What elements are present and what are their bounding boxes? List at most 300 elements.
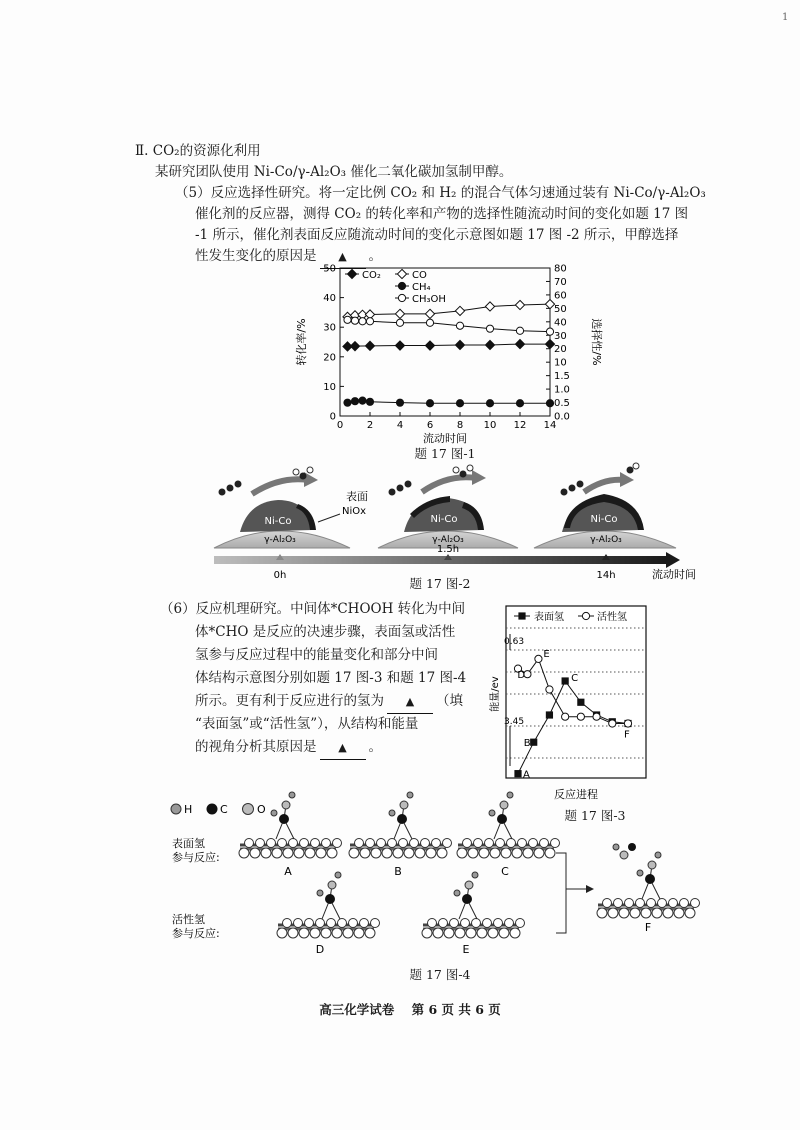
data-point <box>455 340 464 349</box>
section-title: Ⅱ. CO₂的资源化利用 <box>135 143 261 159</box>
legend-label: 活性氢 <box>597 612 627 623</box>
q5-end: 。 <box>368 248 382 264</box>
q6-line-5 <box>195 690 463 714</box>
data-point <box>514 770 521 777</box>
surface-atom <box>472 919 481 928</box>
surface-atom <box>534 848 544 858</box>
structure-label-c: C <box>501 865 509 878</box>
surface-atom <box>316 919 325 928</box>
nio-x-label: NiOx <box>342 506 367 517</box>
oxygen-atom <box>328 881 336 889</box>
surface-atom <box>245 839 254 848</box>
row1-label-line2: 参与反应: <box>172 851 220 864</box>
legend-label: CH₃OH <box>412 294 446 305</box>
point-label: A <box>523 769 530 781</box>
y-right-tick-label: 0.5 <box>554 398 570 410</box>
q6-line-4: 体结构示意图分别如题 17 图-3 和题 17 图-4 <box>195 670 467 686</box>
legend-label: 表面氢 <box>534 612 564 623</box>
point-label: F <box>624 729 630 741</box>
surface-atom <box>299 928 309 938</box>
surface-atom <box>432 839 441 848</box>
surface-atom <box>256 839 265 848</box>
co2-molecule-icon <box>219 481 242 496</box>
surface-atom <box>289 839 298 848</box>
catalyst-label: Ni-Co <box>430 514 458 525</box>
surface-atom <box>343 928 353 938</box>
surface-atom <box>652 908 662 918</box>
page-footer: 高三化学试卷 第 6 页 共 6 页 <box>319 1002 501 1017</box>
surface-atom <box>545 848 555 858</box>
y-right-axis-label: 选择性/% <box>590 318 603 366</box>
surface-atom <box>321 928 331 938</box>
y-right-tick-label: 50 <box>554 303 567 315</box>
surface-atom <box>443 839 452 848</box>
q6-line-2: 体*CHO 是反应的决速步骤，表面氢或活性 <box>195 624 456 640</box>
y-right-tick-label: 1.0 <box>554 384 570 396</box>
surface-atom <box>333 839 342 848</box>
y-left-tick-label: 20 <box>323 352 336 364</box>
data-point <box>344 316 351 323</box>
surface-atom <box>499 928 509 938</box>
q6-line-7-text: 的视角分析其原因是 <box>195 739 317 755</box>
carbon-atom <box>645 874 655 884</box>
surface-atom <box>327 919 336 928</box>
q6-line-6: “表面氢”或“活性氢”），从结构和能量 <box>195 716 419 732</box>
surface-atom <box>415 848 425 858</box>
time-axis-arrowhead <box>666 552 680 568</box>
legend-marker <box>398 282 405 289</box>
surface-atom <box>641 908 651 918</box>
legend-c: C <box>220 803 228 816</box>
legend-marker <box>398 294 405 301</box>
x-tick-label: 10 <box>483 420 497 431</box>
figure-17-3-caption: 题 17 图-3 <box>564 808 626 823</box>
data-point <box>425 309 434 318</box>
surface-atom <box>283 848 293 858</box>
data-point <box>359 318 366 325</box>
hydrogen-atom <box>655 852 661 858</box>
carbon-atom <box>325 894 335 904</box>
surface-atom <box>388 839 397 848</box>
surface-atom <box>597 908 607 918</box>
surface-atom <box>507 839 516 848</box>
surface-atom <box>327 848 337 858</box>
surface-atom <box>360 848 370 858</box>
surface-atom <box>371 919 380 928</box>
surface-atom <box>479 848 489 858</box>
catalyst-slab <box>277 872 380 938</box>
arrowhead <box>620 472 634 487</box>
surface-atom <box>450 919 459 928</box>
hydrogen-atom <box>454 890 460 896</box>
surface-atom <box>505 919 514 928</box>
annotation-0-63: 0.63 <box>504 637 525 647</box>
y-left-tick-label: 10 <box>323 381 336 393</box>
support-label: γ-Al₂O₃ <box>590 535 622 545</box>
y-right-tick-label: 1.5 <box>554 371 570 383</box>
q5-line-3: -1 所示，催化剂表面反应随流动时间的变化示意图如题 17 图 -2 所示，甲醇选择 <box>195 227 679 243</box>
q6-line-3: 氢参与反应过程中的能量变化和部分中间 <box>195 647 438 663</box>
surface-atom <box>630 908 640 918</box>
surface-atom <box>267 839 276 848</box>
y-right-tick-label: 70 <box>554 276 567 288</box>
data-point <box>546 711 553 718</box>
data-point <box>577 699 584 706</box>
surface-atom <box>663 908 673 918</box>
surface-atom <box>669 899 678 908</box>
co2-molecule-icon <box>561 481 584 496</box>
legend-marker <box>518 612 525 619</box>
surface-atom <box>404 848 414 858</box>
catalyst-slab <box>457 792 560 858</box>
surface-atom <box>399 839 408 848</box>
y-right-tick-label: 30 <box>554 330 567 342</box>
data-point <box>546 400 553 407</box>
time-label-0h: 0h <box>273 570 287 581</box>
oxygen-atom <box>465 881 473 889</box>
figure-17-3-chart <box>490 598 686 808</box>
x-tick-label: 4 <box>396 420 404 431</box>
blank-marker: ▲ <box>338 250 347 263</box>
surface-atom <box>680 899 689 908</box>
data-point <box>366 318 373 325</box>
catalyst-label: Ni-Co <box>264 516 292 527</box>
data-point <box>535 655 542 662</box>
hydrogen-atom <box>489 810 495 816</box>
surface-atom <box>360 919 369 928</box>
x-tick-label: 6 <box>426 420 434 431</box>
data-point <box>426 400 433 407</box>
hydrogen-atom <box>317 890 323 896</box>
surface-atom <box>349 848 359 858</box>
figure-17-1-chart <box>285 258 605 448</box>
data-point <box>456 322 463 329</box>
surface-label: 表面 <box>346 490 368 503</box>
surface-atom <box>338 919 347 928</box>
data-point <box>530 739 537 746</box>
answer-blank-6b[interactable] <box>320 736 366 760</box>
catalyst-panel-0h <box>214 467 368 548</box>
figure-17-4-structures <box>168 795 688 970</box>
surface-atom <box>674 908 684 918</box>
surface-atom <box>625 899 634 908</box>
surface-atom <box>529 839 538 848</box>
surface-atom <box>516 919 525 928</box>
y-right-tick-label: 10 <box>554 357 567 369</box>
hydrogen-atom <box>289 792 295 798</box>
hydrogen-atom <box>271 810 277 816</box>
hydrogen-atom <box>389 810 395 816</box>
x-tick-label: 0 <box>336 420 344 431</box>
blank-marker: ▲ <box>338 741 347 754</box>
oxygen-atom <box>500 801 508 809</box>
legend-label: CH₄ <box>412 282 431 293</box>
surface-atom <box>305 919 314 928</box>
reaction-arrow <box>252 479 308 494</box>
surface-atom <box>261 848 271 858</box>
carbon-atom <box>628 843 636 851</box>
data-point <box>365 341 374 350</box>
oxygen-atom <box>400 801 408 809</box>
legend-label: CO₂ <box>362 270 381 281</box>
reaction-arrow <box>422 477 476 492</box>
structure-label-d: D <box>315 943 325 956</box>
catalyst-panel-14h <box>534 463 676 548</box>
surface-atom <box>461 919 470 928</box>
surface-atom <box>608 908 618 918</box>
data-point <box>395 309 404 318</box>
data-point <box>546 328 553 335</box>
annotation-3-45: 3.45 <box>504 717 525 727</box>
data-point <box>456 400 463 407</box>
surface-atom <box>523 848 533 858</box>
data-point <box>516 327 523 334</box>
point-label: D <box>517 670 526 682</box>
surface-atom <box>518 839 527 848</box>
surface-atom <box>619 908 629 918</box>
surface-atom <box>421 839 430 848</box>
surface-atom <box>437 848 447 858</box>
carbon-atom <box>462 894 472 904</box>
y-right-tick-label: 20 <box>554 344 567 356</box>
carbon-atom <box>397 814 407 824</box>
reaction-arrow <box>584 480 624 492</box>
surface-atom <box>636 899 645 908</box>
data-point <box>344 399 351 406</box>
surface-atom <box>300 839 309 848</box>
surface-atom <box>444 928 454 938</box>
surface-atom <box>474 839 483 848</box>
x-axis-label: 流动时间 <box>423 432 467 445</box>
surface-atom <box>455 928 465 938</box>
data-point <box>515 339 524 348</box>
surface-atom <box>468 848 478 858</box>
surface-atom <box>354 928 364 938</box>
oxygen-atom-icon <box>243 804 254 815</box>
surface-atom <box>310 928 320 938</box>
corner-mark: 1 <box>782 12 789 23</box>
surface-atom <box>272 848 282 858</box>
chart-axes <box>294 264 604 446</box>
surface-atom <box>277 928 287 938</box>
surface-atom <box>466 928 476 938</box>
y-axis-label: 能量/ev <box>490 676 501 712</box>
surface-atom <box>305 848 315 858</box>
data-point <box>486 325 493 332</box>
surface-atom <box>691 899 700 908</box>
co2-molecule-icon <box>389 481 412 496</box>
hydrogen-atom <box>613 844 619 850</box>
data-point <box>577 713 584 720</box>
surface-atom <box>377 839 386 848</box>
row2-label-line2: 参与反应: <box>172 927 220 940</box>
surface-atom <box>422 928 432 938</box>
time-label-1-5h: 1.5h <box>436 544 460 555</box>
pointer-line <box>318 514 340 522</box>
y-left-tick-label: 0 <box>329 411 336 423</box>
q5-line-4-text: 性发生变化的原因是 <box>195 248 317 264</box>
carbon-atom <box>497 814 507 824</box>
hydrogen-atom <box>472 872 478 878</box>
catalyst-slab <box>422 872 525 938</box>
surface-atom <box>477 928 487 938</box>
surface-atom <box>288 928 298 938</box>
structure-label-e: E <box>462 943 470 956</box>
data-point <box>426 319 433 326</box>
data-point <box>516 400 523 407</box>
x-tick-label: 2 <box>366 420 374 431</box>
data-point <box>351 398 358 405</box>
surface-atom <box>540 839 549 848</box>
data-point <box>366 398 373 405</box>
carbon-atom <box>279 814 289 824</box>
data-point <box>359 397 366 404</box>
surface-atom <box>433 928 443 938</box>
y-right-tick-label: 40 <box>554 317 567 329</box>
figure-17-1-caption: 题 17 图-1 <box>414 446 476 461</box>
surface-atom <box>355 839 364 848</box>
hydrogen-atom <box>407 792 413 798</box>
point-label: B <box>523 738 531 750</box>
data-point <box>485 340 494 349</box>
surface-atom <box>250 848 260 858</box>
surface-atom <box>439 919 448 928</box>
data-point <box>593 713 600 720</box>
surface-atom <box>501 848 511 858</box>
surface-atom <box>294 848 304 858</box>
chart-legend <box>345 269 446 305</box>
hydrogen-atom <box>507 792 513 798</box>
surface-atom <box>614 899 623 908</box>
structure-label-a: A <box>284 865 292 878</box>
surface-atom <box>463 839 472 848</box>
answer-blank-6a[interactable] <box>387 690 433 714</box>
data-point <box>350 342 359 351</box>
surface-atom <box>322 839 331 848</box>
surface-atom <box>551 839 560 848</box>
arrowhead <box>304 472 318 487</box>
y-left-tick-label: 50 <box>323 263 336 275</box>
data-point <box>486 400 493 407</box>
atom-legend <box>171 803 266 816</box>
surface-atom <box>294 919 303 928</box>
carbon-atom-icon <box>207 804 218 815</box>
data-point <box>425 341 434 350</box>
support-label: γ-Al₂O₃ <box>432 535 464 545</box>
oxygen-atom <box>282 801 290 809</box>
data-point <box>485 302 494 311</box>
time-label-14h: 14h <box>596 570 616 581</box>
y-left-axis-label: 转化率/% <box>295 318 308 366</box>
x-tick-label: 12 <box>513 420 527 431</box>
legend-marker <box>582 612 589 619</box>
hydrogen-atom-icon <box>171 804 181 814</box>
surface-atom <box>494 919 503 928</box>
surface-atom <box>426 848 436 858</box>
data-point <box>396 399 403 406</box>
surface-atom <box>603 899 612 908</box>
surface-atom <box>658 899 667 908</box>
catalyst-slab <box>239 792 342 858</box>
catalyst-slab <box>597 852 700 918</box>
surface-atom <box>239 848 249 858</box>
surface-atom <box>428 919 437 928</box>
chart-frame <box>488 606 646 778</box>
y-left-tick-label: 40 <box>323 293 336 305</box>
legend-o: O <box>257 803 266 816</box>
data-point <box>396 319 403 326</box>
q6-line-5-tail: （填 <box>436 693 463 709</box>
structure-label-b: B <box>394 865 402 878</box>
data-point <box>351 317 358 324</box>
catalyst-label: Ni-Co <box>590 514 618 525</box>
point-label: C <box>571 673 579 684</box>
surface-atom <box>457 848 467 858</box>
data-point <box>455 306 464 315</box>
figure-17-2-caption: 题 17 图-2 <box>409 576 471 591</box>
surface-atom <box>365 928 375 938</box>
surface-atom <box>685 908 695 918</box>
surface-atom <box>371 848 381 858</box>
data-point <box>609 720 616 727</box>
data-point <box>515 300 524 309</box>
surface-atom <box>483 919 492 928</box>
catalyst-slab <box>349 792 452 858</box>
surface-atom <box>410 839 419 848</box>
surface-atom <box>332 928 342 938</box>
data-point <box>395 341 404 350</box>
q6-end: 。 <box>368 739 382 755</box>
surface-atom <box>647 899 656 908</box>
plot-frame <box>506 606 646 778</box>
surface-atom <box>311 839 320 848</box>
legend-label: CO <box>412 270 427 281</box>
surface-atom <box>488 928 498 938</box>
blank-marker: ▲ <box>405 695 415 708</box>
surface-atom <box>278 839 287 848</box>
y-right-tick-label: 0.0 <box>554 411 570 423</box>
merge-bracket <box>556 853 566 933</box>
data-point <box>624 720 631 727</box>
q6-line-1: （6）反应机理研究。中间体*CHOOH 转化为中间 <box>160 601 466 617</box>
support-label: γ-Al₂O₃ <box>264 535 296 545</box>
q5-line-1: （5）反应选择性研究。将一定比例 CO₂ 和 H₂ 的混合气体匀速通过装有 Ni-Co/γ-Al₂O₃ <box>175 185 706 201</box>
data-point <box>546 686 553 693</box>
arrowhead <box>472 470 486 485</box>
surface-atom <box>366 839 375 848</box>
surface-atom <box>316 848 326 858</box>
surface-atom <box>510 928 520 938</box>
catalyst-panel-1-5h <box>378 465 518 548</box>
structure-slabs <box>239 792 700 938</box>
data-point <box>562 713 569 720</box>
x-tick-label: 8 <box>456 420 464 431</box>
data-point <box>562 677 569 684</box>
legend-marker <box>347 269 356 278</box>
chart-series <box>343 300 555 407</box>
legend-h: H <box>184 803 193 816</box>
point-label: E <box>543 648 550 660</box>
figure-17-2-schematic <box>200 462 700 590</box>
row1-label-line1: 表面氢 <box>172 837 205 850</box>
q5-line-2: 催化剂的反应器，测得 CO₂ 的转化率和产物的选择性随流动时间的变化如题 17 图 <box>195 206 689 222</box>
surface-atom <box>349 919 358 928</box>
y-right-tick-label: 60 <box>554 290 567 302</box>
hydrogen-atom <box>335 872 341 878</box>
merge-arrowhead <box>586 885 594 893</box>
q6-line-7 <box>195 736 382 760</box>
row2-label-line1: 活性氢 <box>172 913 205 926</box>
